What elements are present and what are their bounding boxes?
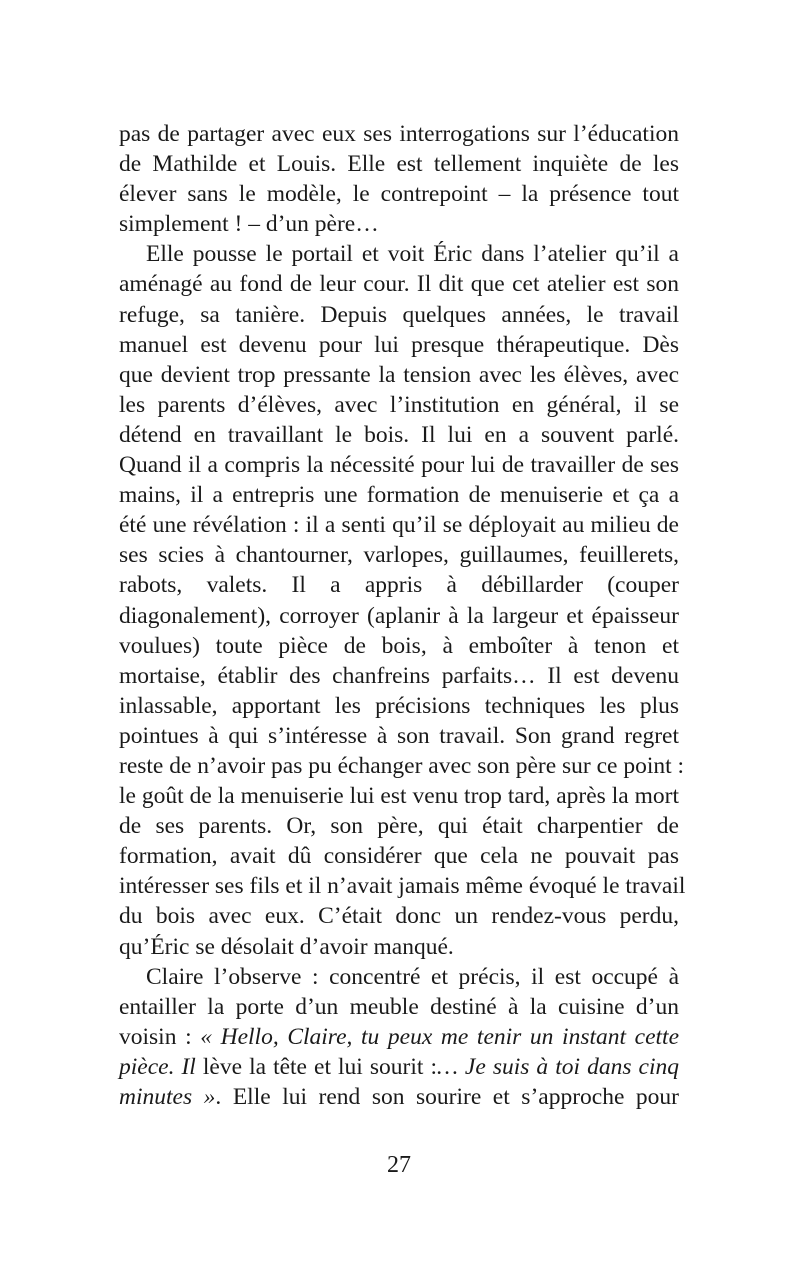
text-line: refuge, sa tanière. Depuis quelques années, le travail — [119, 301, 679, 328]
text-line: Claire l’observe : concentré et précis, il est occupé à — [146, 963, 679, 990]
text-line: les parents d’élèves, avec l’institution en général, il se — [119, 391, 679, 418]
text-line: mains, il a entrepris une formation de menuiserie et ça a — [119, 482, 679, 509]
text-line: Quand il a compris la nécessité pour lui de travailler de ses — [119, 452, 679, 479]
text-line: que devient trop pressante la tension avec les élèves, avec — [119, 361, 679, 388]
text-line: ses scies à chantourner, varlopes, guillaumes, feuillerets, — [119, 542, 679, 569]
text-line: rabots, valets. Il a appris à débillarder (couper — [119, 572, 679, 599]
text-line: entailler la porte d’un meuble destiné à la cuisine d’un — [119, 993, 679, 1020]
text-line: diagonalement), corroyer (aplanir à la largeur et épaisseur — [119, 602, 679, 629]
text-line: inlassable, apportant les précisions techniques les plus — [119, 692, 679, 719]
text-line: de Mathilde et Louis. Elle est tellement inquiète de les — [119, 151, 679, 178]
text-line: du bois avec eux. C’était donc un rendez-vous perdu, — [119, 903, 679, 930]
page-number: 27 — [387, 1152, 411, 1178]
text-line: le goût de la menuiserie lui est venu trop tard, après la mort — [119, 783, 679, 810]
paragraph-1 — [119, 119, 679, 239]
text-line — [119, 1052, 679, 1082]
italic-dialogue: minutes » — [119, 1084, 216, 1110]
text-line: pas de partager avec eux ses interrogations sur l’éducation — [119, 121, 679, 147]
paragraph-2 — [119, 239, 686, 961]
plain-text: lève la tête et lui sourit : — [195, 1053, 437, 1080]
italic-dialogue: … Je suis à toi dans cinq — [436, 1053, 679, 1080]
text-line: détend en travaillant le bois. Il lui en a souvent parlé. — [119, 421, 679, 448]
text-line: pointues à qui s’intéresse à son travail. Son grand regret — [119, 722, 679, 749]
text-line: intéresser ses fils et il n’avait jamais même évoqué le travail — [119, 873, 686, 900]
text-line: aménagé au fond de leur cour. Il dit que cet atelier est son — [119, 271, 679, 298]
book-page — [119, 119, 686, 1112]
text-line: élever sans le modèle, le contrepoint – la présence tout — [119, 181, 679, 208]
paragraph-3 — [119, 962, 679, 1112]
text-line: Elle pousse le portail et voit Éric dans l’atelier qu’il a — [146, 241, 679, 268]
text-line: mortaise, établir des chanfreins parfaits… Il est devenu — [119, 662, 679, 689]
text-line — [119, 1082, 679, 1112]
text-line: été une révélation : il a senti qu’il se déployait au milieu de — [119, 512, 679, 539]
text-line: formation, avait dû considérer que cela ne pouvait pas — [119, 843, 679, 870]
text-line: reste de n’avoir pas pu échanger avec son père sur ce point : — [119, 752, 685, 779]
text-line: manuel est devenu pour lui presque thérapeutique. Dès — [119, 331, 679, 358]
italic-dialogue: « Hello, Claire, tu peux me tenir un instant cette — [200, 1023, 679, 1050]
plain-text: . Elle lui rend son sourire et s’approche pour — [215, 1084, 680, 1110]
italic-dialogue: pièce. Il — [119, 1053, 196, 1080]
text-line: qu’Éric se désolait d’avoir manqué. — [119, 933, 454, 960]
text-line: simplement ! – d’un père… — [119, 211, 379, 238]
text-line — [119, 1022, 679, 1052]
text-line: voulues) toute pièce de bois, à emboîter à tenon et — [119, 632, 679, 659]
text-line: de ses parents. Or, son père, qui était charpentier de — [119, 813, 679, 840]
plain-text: voisin : — [119, 1023, 201, 1050]
